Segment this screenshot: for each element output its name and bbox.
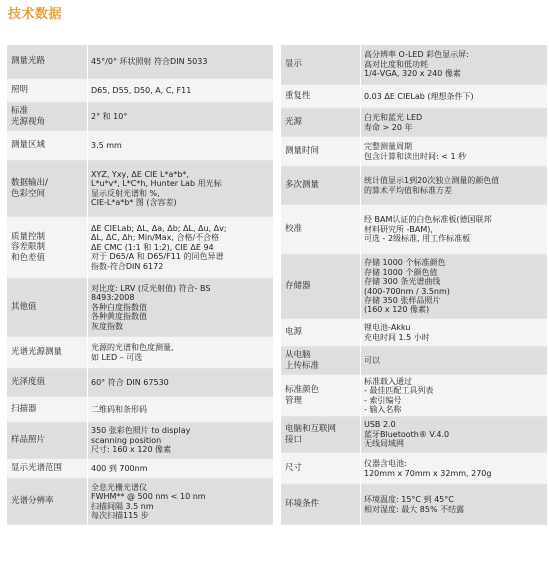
spec-value: 2° 和 10° — [91, 111, 128, 121]
spec-label: 光谱分辨率 — [11, 496, 54, 507]
spec-label: 其他值 — [11, 302, 37, 313]
spec-row — [7, 337, 273, 369]
spec-row — [281, 137, 547, 167]
spec-row — [281, 417, 547, 453]
spec-label: 标准 光源视角 — [11, 106, 46, 127]
spec-value: 锂电池-Akku 充电时间 1.5 小时 — [364, 323, 430, 342]
spec-value: XYZ, Yxy, ΔE CIE L*a*b*, L*u*v*, L*C*h, Hunter Lab 用光标 显示反射光谱和 %, CIE-L*a*b* 图 (含容差) — [91, 169, 222, 207]
spec-row — [281, 85, 547, 109]
spec-value: D65, D55, D50, A, C, F11 — [91, 85, 192, 95]
spec-value: 统计值显示1到20次独立测量的颜色值 的算术平均值和标准方差 — [364, 176, 500, 195]
section-title: 技术数据 — [8, 7, 63, 22]
spec-label: 照明 — [11, 85, 29, 96]
spec-table — [7, 45, 547, 576]
spec-value: 二维码和条形码 — [91, 404, 147, 414]
spec-label: 电源 — [285, 327, 303, 338]
spec-label: 测量时间 — [285, 146, 320, 157]
spec-row — [7, 161, 273, 217]
spec-row — [7, 479, 273, 525]
spec-label: 显示 — [285, 59, 303, 70]
spec-value: 白光和蓝光 LED 寿命 > 20 年 — [364, 113, 423, 132]
spec-label: 校准 — [285, 224, 303, 235]
spec-row — [7, 369, 273, 397]
spec-row — [281, 109, 547, 137]
spec-row — [7, 131, 273, 161]
spec-row — [7, 397, 273, 423]
spec-label: 光源 — [285, 117, 303, 128]
spec-value: 45°/0° 环状照射 符合DIN 5033 — [91, 56, 208, 66]
spec-value: 高分辨率 O-LED 彩色显示屏: 高对比度和低功耗 1/4-VGA, 320 x 240 像素 — [364, 50, 469, 79]
spec-value: 光源的光谱和色度测量, 如 LED – 可选 — [91, 343, 174, 362]
spec-value: USB 2.0 蓝牙Bluetooth® V.4.0 无线局域网 — [364, 420, 450, 449]
spec-label: 电脑和互联网 接口 — [285, 424, 337, 445]
spec-value: 350 张彩色照片 to display scanning position 尺寸: 160 x 120 像素 — [91, 426, 191, 455]
spec-label: 测量光路 — [11, 56, 46, 67]
spec-label: 光谱光源测量 — [11, 347, 63, 358]
spec-label: 多次测量 — [285, 180, 320, 191]
spec-value: 3.5 mm — [91, 140, 122, 150]
spec-value: 经 BAM认证的白色标准板(德国联邦 材料研究所 -BAM), 可选 - 2级标准, 用工作标准板 — [364, 215, 492, 244]
spec-label: 样品照片 — [11, 435, 46, 446]
spec-value: 全息光栅光谱仪 FWHM** @ 500 nm < 10 nm 扫描间隔 3.5 nm 每次扫描115 步 — [91, 482, 206, 520]
spec-label: 环境条件 — [285, 499, 320, 510]
spec-row — [281, 45, 547, 85]
spec-label: 扫描器 — [11, 404, 37, 415]
spec-row — [281, 347, 547, 375]
spec-label: 质量控制 容差限制 和色差值 — [11, 231, 46, 263]
spec-row — [7, 45, 273, 79]
spec-value: ΔE CIELab; ΔL, Δa, Δb; ΔL, Δu, Δv; ΔL, ΔC, Δh; Min/Max, 合格/不合格 ΔE CMC (1:1 和 1:2), CIE ΔE 94 对于 D65/A 和 D65/F11 的同色异谱 指数-符合DIN 6172 — [91, 223, 227, 271]
spec-value: 400 到 700nm — [91, 463, 148, 473]
column-divider — [360, 45, 361, 576]
spec-label: 显示光谱范围 — [11, 463, 63, 474]
spec-row — [281, 485, 547, 525]
spec-row — [281, 453, 547, 485]
spec-label: 标准颜色 管理 — [285, 385, 320, 406]
spec-row — [281, 319, 547, 347]
spec-value: 存储 1000 个标准颜色 存储 1000 个颜色值 存储 300 条光谱曲线 (400-700nm / 3.5nm) 存储 350 张样品照片 (160 x 120 像素) — [364, 258, 450, 315]
spec-value: 0.03 ΔE CIELab (理想条件下) — [364, 91, 474, 101]
spec-row — [7, 217, 273, 279]
spec-row — [281, 167, 547, 205]
spec-row — [7, 459, 273, 479]
spec-row — [7, 103, 273, 131]
spec-value: 对比度: LRV (反光射值) 符合- BS 8493:2008 各种白度指数值 各种黄度指数值 灰度指数 — [91, 283, 211, 331]
spec-label: 测量区域 — [11, 140, 46, 151]
spec-row — [7, 423, 273, 459]
spec-row — [281, 375, 547, 417]
spec-row — [281, 205, 547, 255]
spec-label: 从电脑 上传标准 — [285, 350, 320, 371]
spec-value: 标准载入通过 - 最佳匹配工具列表 - 索引编号 - 输入名称 — [364, 376, 434, 414]
spec-row — [7, 79, 273, 103]
spec-label: 光泽度值 — [11, 377, 46, 388]
spec-value: 仪器含电池: 120mm x 70mm x 32mm, 270g — [364, 459, 492, 478]
spec-value: 可以 — [364, 355, 380, 365]
spec-value: 环境温度: 15°C 到 45°C 相对湿度: 最大 85% 不结露 — [364, 495, 465, 514]
spec-label: 数据输出/ 色彩空间 — [11, 178, 48, 199]
spec-label: 尺寸 — [285, 463, 303, 474]
spec-column-right — [281, 45, 547, 576]
spec-label: 重复性 — [285, 91, 311, 102]
spec-label: 存储器 — [285, 281, 311, 292]
spec-value: 完整测量周期 包含计算和读出时间: < 1 秒 — [364, 142, 467, 161]
spec-row — [7, 279, 273, 337]
spec-value: 60° 符合 DIN 67530 — [91, 377, 169, 387]
column-divider — [87, 45, 88, 576]
spec-column-left — [7, 45, 273, 576]
spec-row — [281, 255, 547, 319]
